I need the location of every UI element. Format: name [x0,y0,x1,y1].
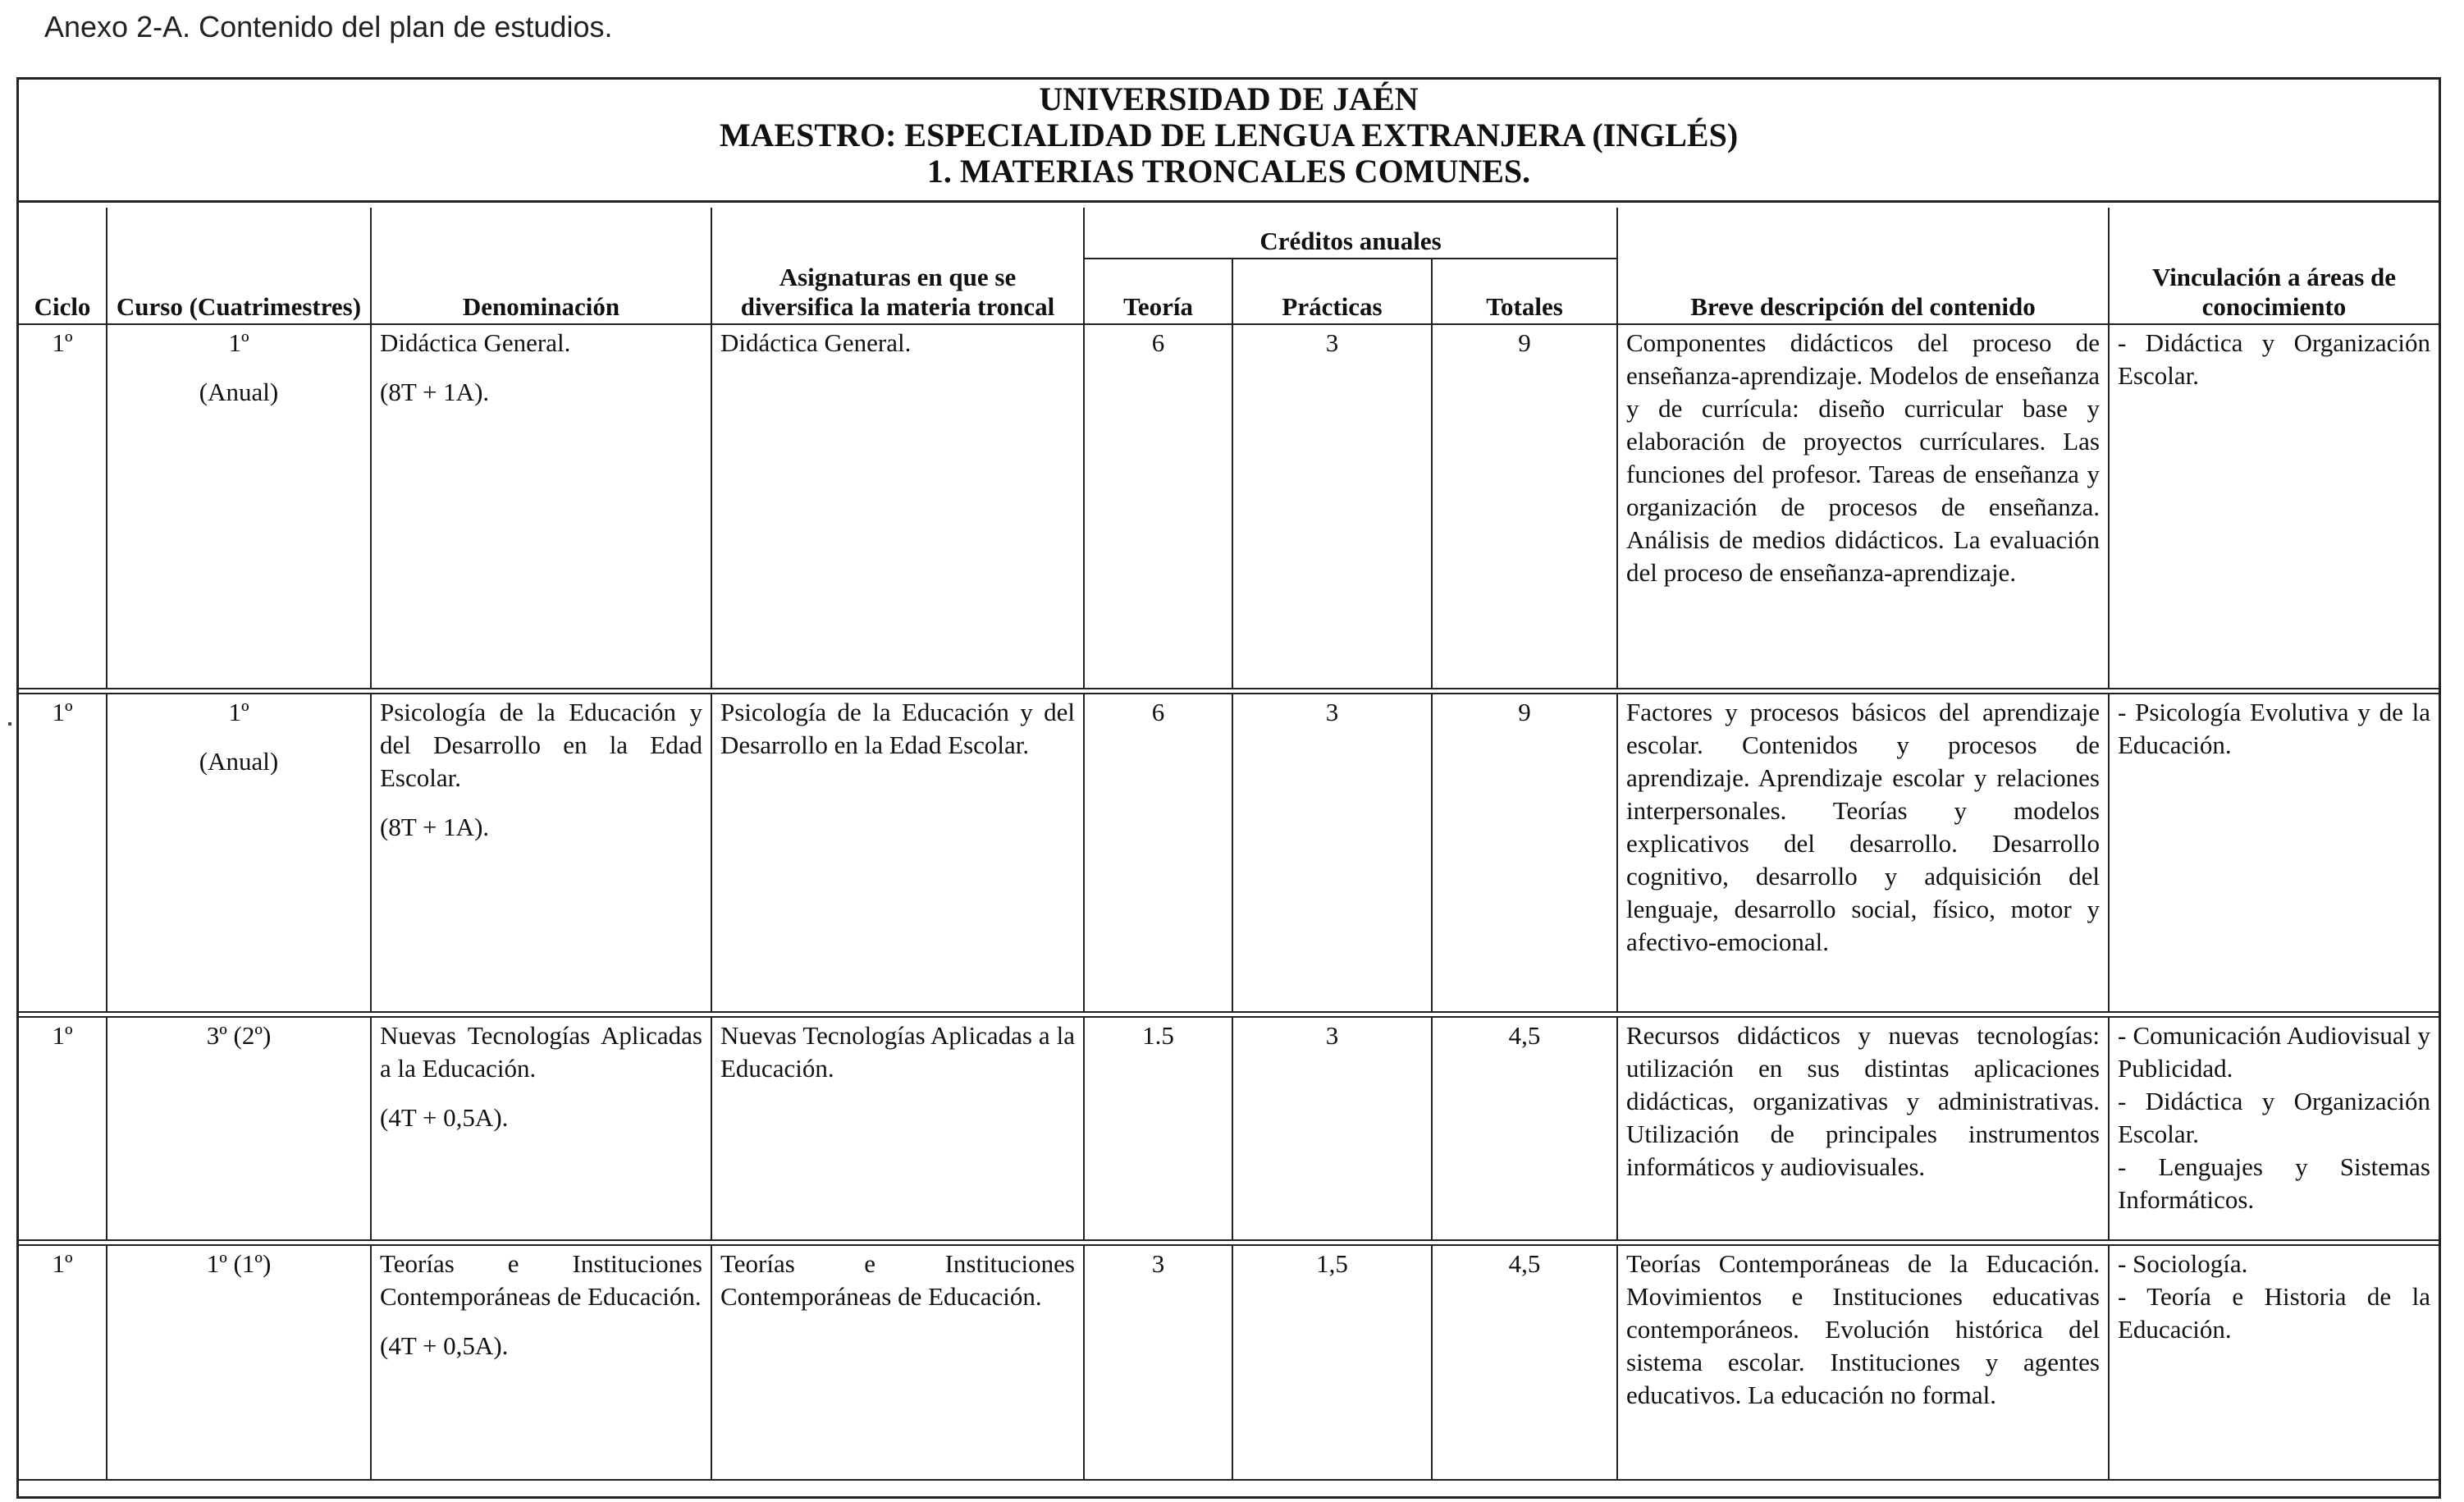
cell-denominacion: Didáctica General. (8T + 1A). [371,324,711,689]
cell-vinculacion: - Psicología Evolutiva y de la Educación. [2109,694,2439,1012]
cell-ciclo: 1º [19,324,107,689]
header-vinculacion: Vinculación a áreas de conocimiento [2109,208,2439,324]
cell-totales: 4,5 [1432,1017,1617,1240]
cell-vinculacion: - Comunicación Audiovisual y Publicidad. - Didáctica y Organización Escolar. - Lenguajes y Sistemas Informáticos. [2109,1017,2439,1240]
cell-totales: 4,5 [1432,1245,1617,1480]
table-banner [19,80,2439,203]
header-teoria: Teoría [1084,259,1232,324]
table-row [19,324,2439,689]
cell-asignaturas: Teorías e Instituciones Contemporáneas de Educación. [711,1245,1084,1480]
header-asignaturas: Asignaturas en que se diversifica la materia troncal [711,208,1084,324]
cell-curso: 1º (Anual) [107,694,371,1012]
table-row [19,694,2439,1012]
header-ciclo: Ciclo [19,208,107,324]
cell-denominacion: Psicología de la Educación y del Desarrollo en la Edad Escolar. (8T + 1A). [371,694,711,1012]
header-denominacion: Denominación [371,208,711,324]
cell-practicas: 3 [1232,324,1432,689]
cell-descripcion: Recursos didácticos y nuevas tecnologías: utilización en sus distintas aplicaciones didácticas, organizativas y administrativas. Utilización de principales instrumentos informáticos y audiovisuales. [1617,1017,2109,1240]
cell-totales: 9 [1432,694,1617,1012]
header-curso: Curso (Cuatrimestres) [107,208,371,324]
header-totales: Totales [1432,259,1617,324]
cell-ciclo: 1º [19,694,107,1012]
cell-ciclo: 1º [19,1245,107,1480]
cell-teoria: 3 [1084,1245,1232,1480]
cell-practicas: 3 [1232,694,1432,1012]
cell-teoria: 6 [1084,324,1232,689]
cell-asignaturas: Nuevas Tecnologías Aplicadas a la Educación. [711,1017,1084,1240]
header-creditos: Créditos anuales [1084,208,1617,259]
cell-denominacion: Nuevas Tecnologías Aplicadas a la Educación. (4T + 0,5A). [371,1017,711,1240]
table-row [19,1245,2439,1480]
cell-descripcion: Factores y procesos básicos del aprendizaje escolar. Contenidos y procesos de aprendizaje. Aprendizaje escolar y relaciones interpersonales. Teorías y modelos explicativos del desarrollo. Desarrollo cognitivo, desarrollo y adquisición del lenguaje, desarrollo social, físico, motor y afectivo-emocional. [1617,694,2109,1012]
cell-teoria: 6 [1084,694,1232,1012]
cell-curso: 1º (Anual) [107,324,371,689]
cell-vinculacion: - Didáctica y Organización Escolar. [2109,324,2439,689]
cell-totales: 9 [1432,324,1617,689]
cell-descripcion: Componentes didácticos del proceso de enseñanza-aprendizaje. Modelos de enseñanza y de currícula: diseño curricular base y elaboración de proyectos currículares. Las funciones del profesor. Tareas de enseñanza y organización de procesos de enseñanza. Análisis de medios didácticos. La evaluación del proceso de enseñanza-aprendizaje. [1617,324,2109,689]
cell-denominacion: Teorías e Instituciones Contemporáneas de Educación. (4T + 0,5A). [371,1245,711,1480]
curriculum-table [19,208,2439,1481]
header-descripcion: Breve descripción del contenido [1617,208,2109,324]
header-practicas: Prácticas [1232,259,1432,324]
scan-speck [8,722,11,726]
cell-asignaturas: Didáctica General. [711,324,1084,689]
cell-practicas: 1,5 [1232,1245,1432,1480]
table-row [19,1017,2439,1240]
cell-teoria: 1.5 [1084,1017,1232,1240]
cell-descripcion: Teorías Contemporáneas de la Educación. Movimientos e Instituciones educativas contemporáneos. Evolución histórica del sistema escolar. Instituciones y agentes educativos. La educación no formal. [1617,1245,2109,1480]
cell-curso: 1º (1º) [107,1245,371,1480]
banner-section: 1. MATERIAS TRONCALES COMUNES. [926,153,1531,190]
cell-ciclo: 1º [19,1017,107,1240]
cell-vinculacion: - Sociología. - Teoría e Historia de la Educación. [2109,1245,2439,1480]
cell-asignaturas: Psicología de la Educación y del Desarrollo en la Edad Escolar. [711,694,1084,1012]
annex-title: Anexo 2-A. Contenido del plan de estudios. [44,10,613,44]
banner-specialty: MAESTRO: ESPECIALIDAD DE LENGUA EXTRANJERA (INGLÉS) [719,117,1739,153]
banner-university: UNIVERSIDAD DE JAÉN [1039,80,1419,117]
curriculum-table-frame [16,77,2441,1499]
cell-curso: 3º (2º) [107,1017,371,1240]
cell-practicas: 3 [1232,1017,1432,1240]
